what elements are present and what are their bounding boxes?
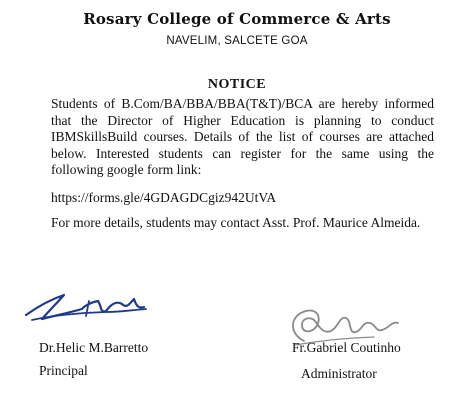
notice-title: NOTICE bbox=[207, 77, 267, 92]
registration-link[interactable]: https://forms.gle/4GDAGDCgiz942UtVA bbox=[51, 190, 277, 205]
college-address: NAVELIM, SALCETE GOA bbox=[166, 35, 308, 47]
administrator-role: Administrator bbox=[301, 366, 377, 381]
principal-role: Principal bbox=[39, 363, 88, 378]
notice-body: Students of B.Com/BA/BBA/BBA(T&T)/BCA are hereby informed that the Director of Higher Education is planning to conduct IBMSkillsBuild courses. Details of the list of courses are attached below. Interested students can register for the same using the following google form link: bbox=[51, 96, 434, 178]
administrator-name: Fr.Gabriel Coutinho bbox=[292, 340, 401, 355]
principal-signature-icon bbox=[22, 285, 162, 333]
contact-details: For more details, students may contact Asst. Prof. Maurice Almeida. bbox=[51, 215, 421, 230]
principal-name: Dr.Helic M.Barretto bbox=[39, 340, 149, 355]
college-name: Rosary College of Commerce & Arts bbox=[83, 10, 391, 28]
